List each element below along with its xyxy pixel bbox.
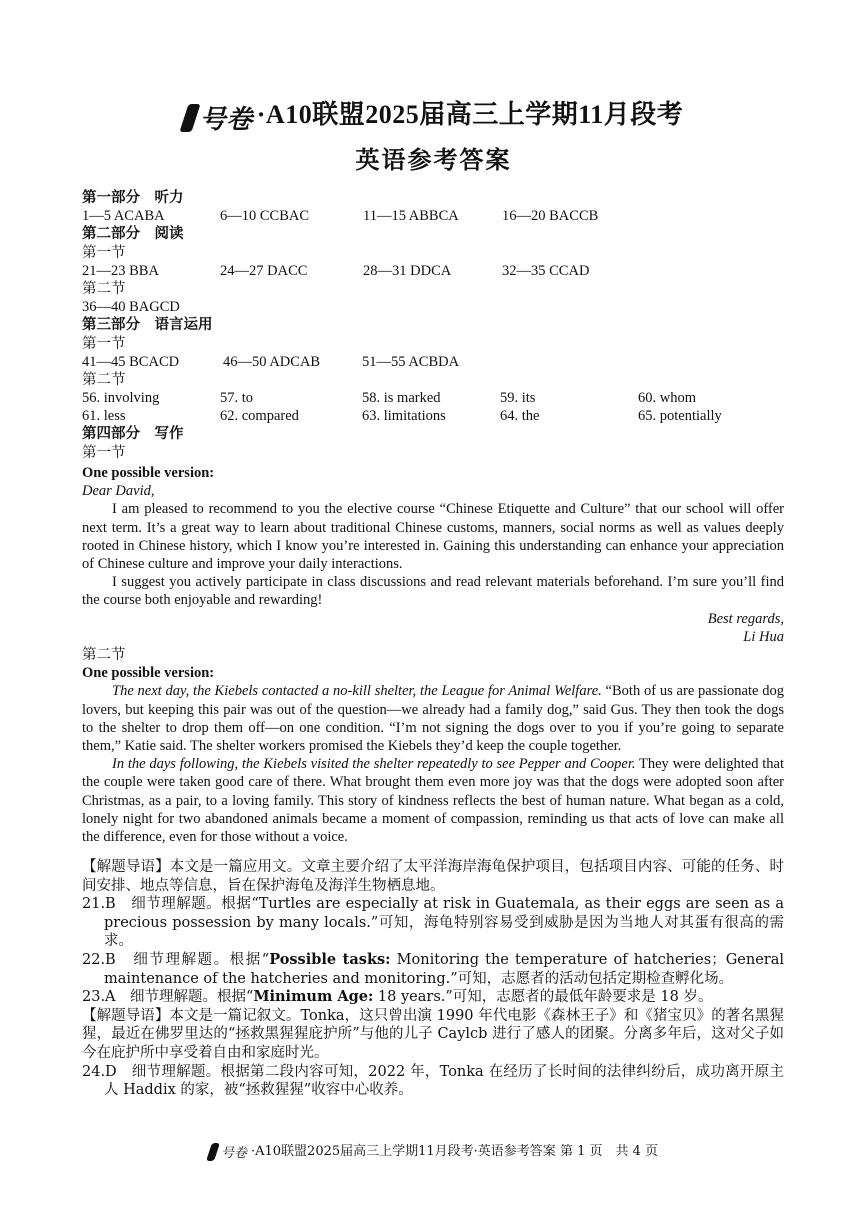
letter-greeting: Dear David, bbox=[82, 483, 155, 500]
letter-paragraph: I am pleased to recommend to you the elective course “Chinese Etiquette and Culture” that our school will offer next term. It’s a great way to learn about traditional Chinese customs, manners, social norms as well as values deeply rooted in Chinese history, which I know you’re interested in. Gaining this understanding can enhance your appreciation of Chinese culture and improve your daily interactions. bbox=[82, 501, 784, 573]
brand-logo: 号卷 bbox=[184, 99, 253, 136]
explanation-item: 22.B 细节理解题。根据“Possible tasks: Monitoring the temperature of hatcheries；General maintenance of the hatcheries and monitoring.”可知，志愿者的活动包括定期检查孵化场。 bbox=[82, 950, 784, 987]
section-label: 第二节 bbox=[82, 371, 126, 388]
brand-logo: 号卷 bbox=[209, 1142, 247, 1161]
story-paragraph: The next day, the Kiebels contacted a no-kill shelter, the League for Animal Welfare. “Both of us are passionate dog lovers, but keeping this pair was out of the question—we already had a family dog,” said Gus. They then took the dogs to the shelter to drop them off—on one condition. “I’m not signing the dogs over to you if you’re going to separate them,” Katie said. The shelter workers promised the Kiebels they’d keep the couple together. bbox=[82, 683, 784, 755]
part1-answers: 1—5 ACABA 6—10 CCBAC 11—15 ABBCA 16—20 BACCB bbox=[82, 208, 599, 225]
part2-sec2-answers: 36—40 BAGCD bbox=[82, 299, 180, 316]
reading-guide: 【解题导语】本文是一篇记叙文。Tonka，这只曾出演 1990 年代电影《森林王子》和《猪宝贝》的著名黑猩猩，最近在佛罗里达的“拯救黑猩猩庇护所”与他的儿子 Caylcb 进行了感人的团聚。分离多年后，这对父子如今在庇护所中享受着自由和家庭时光。 bbox=[82, 1007, 784, 1061]
letter-paragraph: I suggest you actively participate in class discussions and read relevant materials beforehand. I’m sure you’ll find the course both enjoyable and rewarding! bbox=[82, 574, 784, 609]
document-subtitle: 英语参考答案 bbox=[355, 148, 512, 174]
brush-mark-icon bbox=[179, 104, 200, 132]
writing-sample-1 bbox=[82, 464, 784, 646]
cloze-answers-row1: 56. involving 57. to 58. is marked 59. its 60. whom bbox=[82, 390, 696, 407]
version-label: One possible version: bbox=[82, 665, 215, 682]
answer-explanations bbox=[82, 858, 784, 1100]
answer-key bbox=[82, 189, 782, 462]
explanation-item: 21.B 细节理解题。根据“Turtles are especially at risk in Guatemala, as their eggs are seen as a precious possession by many locals.”可知，海龟特别容易受到威胁是因为当地人对其蛋有很高的需求。 bbox=[82, 896, 784, 950]
story-paragraph: In the days following, the Kiebels visited the shelter repeatedly to see Pepper and Cooper. They were delighted that the couple were taken good care of there. What brought them even more joy was that the dogs were adopted soon after Christmas, as a pair, to a loving family. This story of kindness reflects the best of human nature. What began as a cold, lonely night for two abandoned animals became a moment of compassion, reminding us that acts of love can make all the difference, even for those without a voice. bbox=[82, 756, 784, 846]
explanation-item: 23.A 细节理解题。根据“Minimum Age: 18 years.”可知，志愿者的最低年龄要求是 18 岁。 bbox=[82, 988, 713, 1006]
page-footer: 号卷 ·A10联盟2025届高三上学期11月段考·英语参考答案 第 1 页 共 4 页 bbox=[0, 1140, 867, 1161]
section-label: 第一节 bbox=[82, 335, 126, 352]
part1-heading: 第一部分 听力 bbox=[82, 190, 184, 206]
part2-answers: 21—23 BBA 24—27 DACC 28—31 DDCA 32—35 CCAD bbox=[82, 262, 590, 279]
part3-heading: 第三部分 语言运用 bbox=[82, 317, 213, 334]
reading-guide: 【解题导语】本文是一篇应用文。文章主要介绍了太平洋海岸海龟保护项目，包括项目内容、可能的任务、时间安排、地点等信息，旨在保护海龟及海洋生物栖息地。 bbox=[82, 859, 784, 894]
section-label: 第二节 bbox=[82, 280, 126, 297]
section-label: 第一节 bbox=[82, 244, 126, 261]
section-label: 第二节 bbox=[82, 647, 126, 663]
explanation-item: 24.D 细节理解题。根据第二段内容可知，2022 年，Tonka 在经历了长时间的法律纠纷后，成功离开原主人 Haddix 的家，被“拯救猩猩”收容中心收养。 bbox=[82, 1063, 784, 1099]
letter-signature: Li Hua bbox=[743, 628, 784, 645]
section-label: 第一节 bbox=[82, 444, 126, 461]
part2-heading: 第二部分 阅读 bbox=[82, 226, 184, 243]
cloze-answers-row2: 61. less 62. compared 63. limitations 64. the 65. potentially bbox=[82, 408, 722, 425]
version-label: One possible version: bbox=[82, 465, 215, 481]
writing-sample-2 bbox=[82, 646, 784, 846]
brush-mark-icon bbox=[206, 1143, 220, 1161]
part4-heading: 第四部分 写作 bbox=[82, 426, 184, 443]
part3-answers: 41—45 BCACD 46—50 ADCAB 51—55 ACBDA bbox=[82, 353, 460, 370]
document-title: 号卷 ·A10联盟2025届高三上学期11月段考 bbox=[0, 94, 867, 136]
letter-closing: Best regards, bbox=[707, 610, 784, 627]
